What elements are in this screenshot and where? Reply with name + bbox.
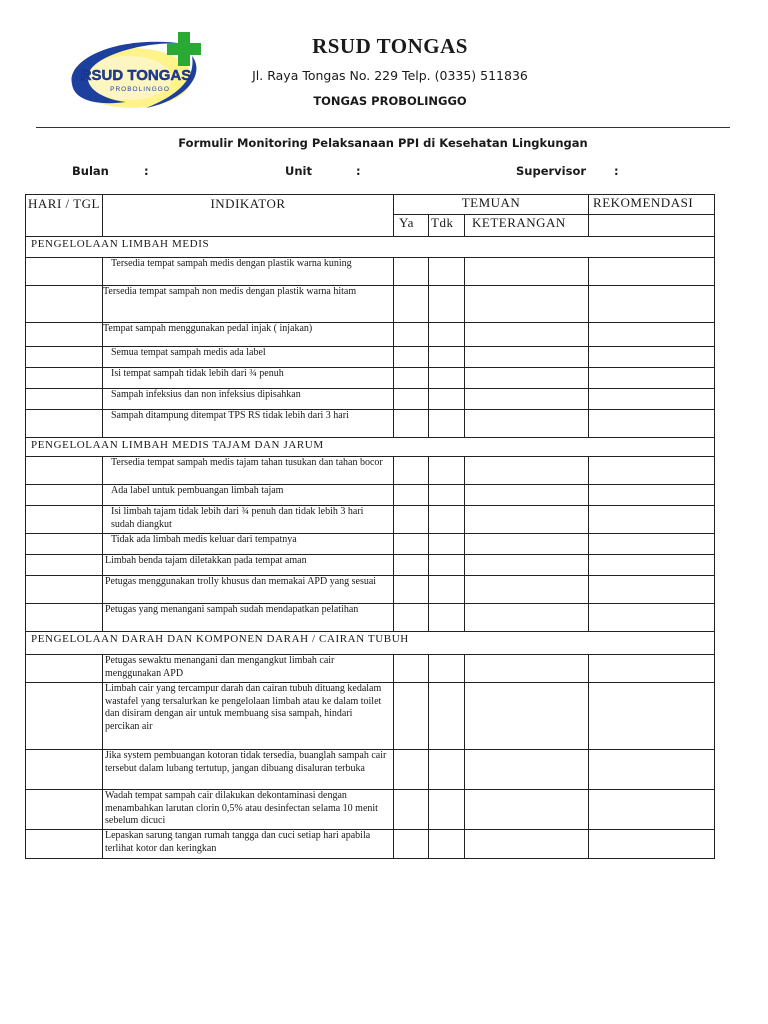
tdk-cell[interactable]: [429, 485, 465, 506]
indicator-row: [26, 368, 715, 389]
ya-cell[interactable]: [394, 410, 429, 438]
ya-cell[interactable]: [394, 286, 429, 323]
keterangan-cell[interactable]: [465, 457, 589, 485]
indicator-cell: Limbah benda tajam diletakkan pada tempat aman: [103, 555, 394, 576]
unit-label: Unit: [285, 164, 312, 178]
supervisor-label: Supervisor: [516, 164, 587, 178]
day-cell[interactable]: [26, 347, 103, 368]
keterangan-cell[interactable]: [465, 323, 589, 347]
indicator-cell: Semua tempat sampah medis ada label: [103, 347, 394, 368]
form-title: Formulir Monitoring Pelaksanaan PPI di Kesehatan Lingkungan: [178, 136, 588, 150]
tdk-cell[interactable]: [429, 555, 465, 576]
tdk-cell[interactable]: [429, 830, 465, 859]
ya-cell[interactable]: [394, 750, 429, 790]
indicator-row: [26, 830, 715, 859]
keterangan-cell[interactable]: [465, 368, 589, 389]
section-title: PENGELOLAAN LIMBAH MEDIS TAJAM DAN JARUM: [26, 438, 715, 457]
rekomendasi-cell[interactable]: [589, 410, 715, 438]
hospital-name: RSUD TONGAS: [312, 34, 468, 58]
rekomendasi-cell[interactable]: [589, 506, 715, 534]
rekomendasi-cell[interactable]: [589, 389, 715, 410]
day-cell[interactable]: [26, 555, 103, 576]
hospital-city: TONGAS PROBOLINGGO: [313, 94, 467, 108]
section-row: [26, 237, 715, 258]
indicator-cell: Limbah cair yang tercampur darah dan cairan tubuh dituang kedalam wastafel yang tersalurkan ke pengelolaan limbah atau ke dalam toilet dan disiram dengan air untuk membuang sisa sampah, hindari percikan air: [103, 683, 394, 750]
ya-cell[interactable]: [394, 323, 429, 347]
tdk-cell[interactable]: [429, 750, 465, 790]
rekomendasi-cell[interactable]: [589, 323, 715, 347]
indicator-row: [26, 555, 715, 576]
col-header-rekomendasi: REKOMENDASI: [589, 195, 715, 215]
section-row: [26, 632, 715, 655]
rekomendasi-cell[interactable]: [589, 655, 715, 683]
keterangan-cell[interactable]: [465, 485, 589, 506]
indicator-cell: Tempat sampah menggunakan pedal injak ( injakan): [103, 323, 394, 347]
tdk-cell[interactable]: [429, 323, 465, 347]
keterangan-cell[interactable]: [465, 534, 589, 555]
indicator-row: [26, 790, 715, 830]
rekomendasi-cell[interactable]: [589, 457, 715, 485]
unit-colon: :: [356, 164, 361, 178]
ya-cell[interactable]: [394, 604, 429, 632]
tdk-cell[interactable]: [429, 506, 465, 534]
rekomendasi-cell[interactable]: [589, 534, 715, 555]
tdk-cell[interactable]: [429, 655, 465, 683]
day-cell[interactable]: [26, 286, 103, 323]
keterangan-cell[interactable]: [465, 286, 589, 323]
tdk-cell[interactable]: [429, 790, 465, 830]
hospital-address: Jl. Raya Tongas No. 229 Telp. (0335) 511836: [252, 68, 528, 83]
ya-cell[interactable]: [394, 830, 429, 859]
keterangan-cell[interactable]: [465, 410, 589, 438]
ya-cell[interactable]: [394, 485, 429, 506]
tdk-cell[interactable]: [429, 258, 465, 286]
day-cell[interactable]: [26, 389, 103, 410]
indicator-cell: Jika system pembuangan kotoran tidak tersedia, buanglah sampah cair tersebut dalam lubang tertutup, jangan dibuang disaluran terbuka: [103, 750, 394, 790]
indicator-row: [26, 457, 715, 485]
rekomendasi-cell[interactable]: [589, 485, 715, 506]
day-cell[interactable]: [26, 534, 103, 555]
indicator-row: [26, 506, 715, 534]
indicator-row: [26, 389, 715, 410]
day-cell[interactable]: [26, 790, 103, 830]
indicator-row: [26, 410, 715, 438]
supervisor-field: [516, 164, 619, 178]
rekomendasi-cell[interactable]: [589, 830, 715, 859]
rekomendasi-cell[interactable]: [589, 750, 715, 790]
rekomendasi-cell[interactable]: [589, 368, 715, 389]
keterangan-cell[interactable]: [465, 655, 589, 683]
col-header-keterangan: KETERANGAN: [465, 215, 589, 237]
day-cell[interactable]: [26, 410, 103, 438]
indicator-cell: Petugas sewaktu menangani dan mengangkut limbah cair menggunakan APD: [103, 655, 394, 683]
ya-cell[interactable]: [394, 347, 429, 368]
indicator-row: [26, 258, 715, 286]
section-row: [26, 438, 715, 457]
rekomendasi-cell[interactable]: [589, 347, 715, 368]
rekomendasi-cell[interactable]: [589, 258, 715, 286]
section-title: PENGELOLAAN DARAH DAN KOMPONEN DARAH / CAIRAN TUBUH: [26, 632, 715, 655]
day-cell[interactable]: [26, 323, 103, 347]
indicator-row: [26, 347, 715, 368]
indicator-cell: Wadah tempat sampah cair dilakukan dekontaminasi dengan menambahkan larutan clorin 0,5% atau desinfectan selama 10 menit sebelum dicuci: [103, 790, 394, 830]
rekomendasi-cell[interactable]: [589, 683, 715, 750]
tdk-cell[interactable]: [429, 286, 465, 323]
section-title: PENGELOLAAN LIMBAH MEDIS: [26, 237, 715, 258]
col-header-temuan: TEMUAN: [394, 195, 589, 215]
keterangan-cell[interactable]: [465, 389, 589, 410]
rekomendasi-cell[interactable]: [589, 790, 715, 830]
indicator-cell: Tersedia tempat sampah medis dengan plastik warna kuning: [103, 258, 394, 286]
keterangan-cell[interactable]: [465, 347, 589, 368]
supervisor-colon: :: [614, 164, 619, 178]
day-cell[interactable]: [26, 457, 103, 485]
day-cell[interactable]: [26, 750, 103, 790]
bulan-field: [72, 164, 149, 178]
tdk-cell[interactable]: [429, 389, 465, 410]
indicator-row: [26, 655, 715, 683]
day-cell[interactable]: [26, 506, 103, 534]
indicator-row: [26, 534, 715, 555]
ya-cell[interactable]: [394, 534, 429, 555]
indicator-row: [26, 604, 715, 632]
day-cell[interactable]: [26, 576, 103, 604]
ya-cell[interactable]: [394, 683, 429, 750]
rekomendasi-cell[interactable]: [589, 576, 715, 604]
tdk-cell[interactable]: [429, 576, 465, 604]
header-divider: [36, 127, 730, 128]
indicator-cell: Lepaskan sarung tangan rumah tangga dan cuci setiap hari apabila terlihat kotor dan keringkan: [103, 830, 394, 859]
unit-field: [285, 164, 361, 178]
keterangan-cell[interactable]: [465, 258, 589, 286]
logo-subtext: PROBOLINGGO: [110, 86, 170, 93]
indicator-cell: Tersedia tempat sampah medis tajam tahan tusukan dan tahan bocor: [103, 457, 394, 485]
keterangan-cell[interactable]: [465, 604, 589, 632]
col-header-rekomendasi-sub: [589, 215, 715, 237]
ya-cell[interactable]: [394, 506, 429, 534]
indicator-cell: Petugas yang menangani sampah sudah mendapatkan pelatihan: [103, 604, 394, 632]
day-cell[interactable]: [26, 655, 103, 683]
keterangan-cell[interactable]: [465, 555, 589, 576]
indicator-cell: Isi limbah tajam tidak lebih dari ¾ penuh dan tidak lebih 3 hari sudah diangkut: [103, 506, 394, 534]
rekomendasi-cell[interactable]: [589, 286, 715, 323]
day-cell[interactable]: [26, 683, 103, 750]
keterangan-cell[interactable]: [465, 750, 589, 790]
col-header-ya: Ya: [394, 215, 429, 237]
rekomendasi-cell[interactable]: [589, 604, 715, 632]
indicator-row: [26, 323, 715, 347]
col-header-tdk: Tdk: [429, 215, 465, 237]
bulan-label: Bulan: [72, 164, 109, 178]
day-cell[interactable]: [26, 258, 103, 286]
monitoring-table: [25, 194, 715, 859]
indicator-cell: Tersedia tempat sampah non medis dengan plastik warna hitam: [103, 286, 394, 323]
indicator-cell: Ada label untuk pembuangan limbah tajam: [103, 485, 394, 506]
tdk-cell[interactable]: [429, 368, 465, 389]
indicator-cell: Sampah infeksius dan non infeksius dipisahkan: [103, 389, 394, 410]
indicator-row: [26, 286, 715, 323]
day-cell[interactable]: [26, 830, 103, 859]
ya-cell[interactable]: [394, 258, 429, 286]
keterangan-cell[interactable]: [465, 576, 589, 604]
ya-cell[interactable]: [394, 576, 429, 604]
col-header-day: HARI / TGL: [26, 195, 103, 237]
keterangan-cell[interactable]: [465, 506, 589, 534]
tdk-cell[interactable]: [429, 410, 465, 438]
logo-text: RSUD TONGAS: [80, 67, 192, 84]
tdk-cell[interactable]: [429, 457, 465, 485]
keterangan-cell[interactable]: [465, 683, 589, 750]
indicator-row: [26, 750, 715, 790]
ya-cell[interactable]: [394, 389, 429, 410]
indicator-cell: Tidak ada limbah medis keluar dari tempatnya: [103, 534, 394, 555]
hospital-logo: [66, 30, 216, 112]
tdk-cell[interactable]: [429, 347, 465, 368]
indicator-cell: Petugas menggunakan trolly khusus dan memakai APD yang sesuai: [103, 576, 394, 604]
ya-cell[interactable]: [394, 555, 429, 576]
day-cell[interactable]: [26, 485, 103, 506]
tdk-cell[interactable]: [429, 604, 465, 632]
indicator-row: [26, 576, 715, 604]
bulan-colon: :: [144, 164, 149, 178]
ya-cell[interactable]: [394, 368, 429, 389]
keterangan-cell[interactable]: [465, 830, 589, 859]
ya-cell[interactable]: [394, 655, 429, 683]
ya-cell[interactable]: [394, 790, 429, 830]
day-cell[interactable]: [26, 368, 103, 389]
indicator-cell: Sampah ditampung ditempat TPS RS tidak lebih dari 3 hari: [103, 410, 394, 438]
day-cell[interactable]: [26, 604, 103, 632]
col-header-indikator: INDIKATOR: [103, 195, 394, 237]
tdk-cell[interactable]: [429, 534, 465, 555]
indicator-row: [26, 485, 715, 506]
indicator-row: [26, 683, 715, 750]
keterangan-cell[interactable]: [465, 790, 589, 830]
ya-cell[interactable]: [394, 457, 429, 485]
indicator-cell: Isi tempat sampah tidak lebih dari ¾ penuh: [103, 368, 394, 389]
tdk-cell[interactable]: [429, 683, 465, 750]
rekomendasi-cell[interactable]: [589, 555, 715, 576]
